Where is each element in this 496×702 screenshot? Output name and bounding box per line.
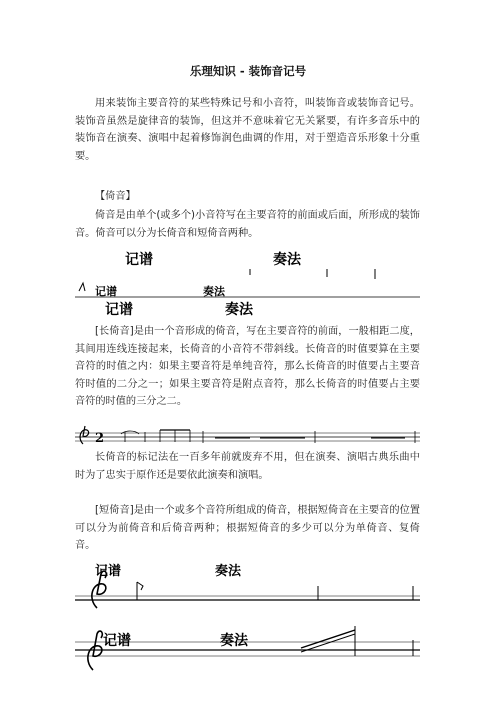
notation-label-2: 记谱	[105, 302, 133, 318]
figure-chang-yiyin-staff	[75, 424, 420, 446]
section-heading: 【倚音】	[95, 191, 136, 202]
svg-text:2: 2	[95, 431, 105, 446]
music-staves	[75, 560, 420, 702]
staff-fragment	[75, 247, 420, 317]
page-title: 乐理知识 - 装饰音记号	[189, 64, 307, 78]
figure-duan-yiyin-notation	[75, 560, 420, 702]
intro-paragraph: 用来装饰主要音符的某些特殊记号和小音符，叫装饰音或装饰音记号。装饰音虽然是旋律音的装饰，但这并不意味着它无关紧要，有许多音乐中的装饰音在演奏、演唱中起着修饰润色曲调的作用，对于塑造音乐形象十分重要。	[75, 98, 420, 162]
chang-yiyin-note-paragraph: 长倚音的标记法在一百多年前就废弃不用，但在演奏、演唱古典乐曲中时为了忠实于原作还是要依此演奏和演唱。	[75, 452, 420, 481]
figure-yiyin-notation	[75, 247, 420, 317]
notation-label-4: 记谱	[103, 633, 131, 649]
performance-label-3: 奏法	[215, 564, 242, 579]
notation-label: 记谱	[125, 252, 153, 268]
duan-yiyin-paragraph: [短倚音]是由一个或多个音符所组成的倚音，根据短倚音在主要音的位置可以分为前倚音和后倚音两种；根据短倚音的多少可以分为单倚音、复倚音。	[75, 505, 420, 552]
yiyin-definition: 倚音是由单个(或多个)小音符写在主要音符的前面或后面，所形成的装饰音。倚音可以分为长倚音和短倚音两种。	[75, 210, 420, 239]
performance-label-small: 奏法	[203, 285, 225, 298]
chang-yiyin-paragraph: [长倚音]是由一个音形成的倚音，写在主要音符的前面，一般相距二度，其间用连线连接起来，长倚音的小音符不带斜线。长倚音的时值要算在主要音符的时值之内：如果主要音符是单纯音符，那么长倚音的时值要占主要音符时值的二分之一；如果主要音符是附点音符，那么长倚音的时值要占主要音符的时值的三分之二。	[75, 326, 420, 408]
music-staff	[75, 424, 420, 446]
notation-label-3: 记谱	[95, 564, 122, 579]
notation-label-small: 记谱	[95, 285, 117, 298]
performance-label: 奏法	[273, 252, 301, 268]
performance-label-4: 奏法	[220, 633, 248, 649]
performance-label-2: 奏法	[225, 302, 253, 318]
